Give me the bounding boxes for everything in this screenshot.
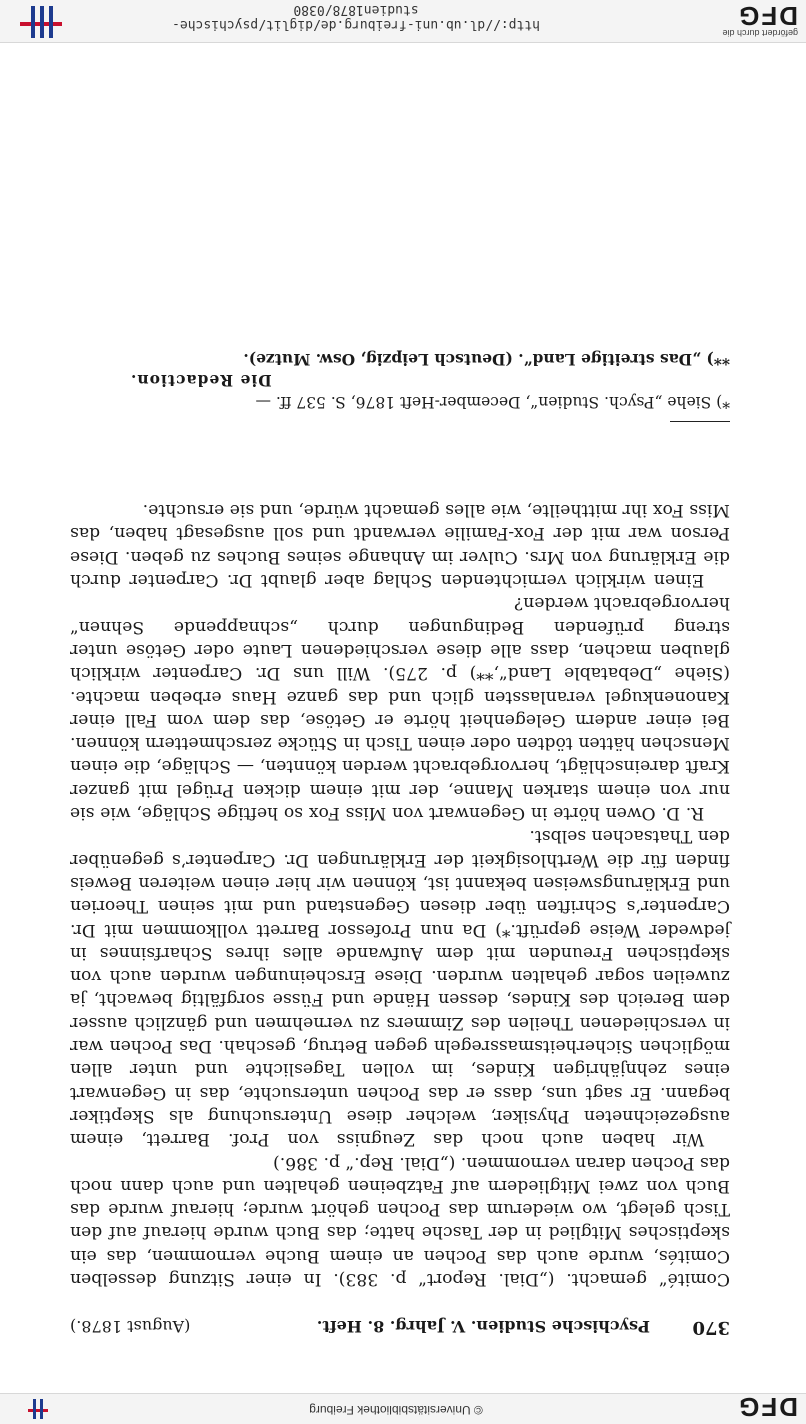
page-number: 370 bbox=[692, 1317, 730, 1338]
ub-bottom-logo-icon bbox=[26, 1398, 50, 1420]
body-text bbox=[70, 498, 730, 1290]
footnote: *) Siehe „Psych. Studien“, December-Heft 1876, S. 537 ff. — bbox=[255, 393, 730, 411]
ub-freiburg-logo-icon[interactable] bbox=[16, 4, 66, 40]
scanned-page bbox=[70, 170, 730, 1340]
running-title: Psychische Studien. V. Jahrg. 8. Heft. bbox=[316, 1317, 650, 1336]
paragraph: Einen wirklich vernichtenden Schlag aber glaubt Dr. Carpenter durch die Erklärung von Mrs. Culver im Anhange seines Buches zu geben. Diese Person war mit der Fox-Familie verwandt und soll ausgesagt haben, das Miss Fox ihr mittheilte, wie alles gemacht würde, und sie ersuchte. bbox=[70, 500, 730, 591]
footnote-divider bbox=[670, 421, 730, 422]
paragraph: R. D. Owen hörte in Gegenwart von Miss Fox so heftige Schläge, wie sie nur von einem starken Manne, der mit einem dicken Prügel mit ganzer Kraft dareinschlägt, hervorgebracht werden könnten, — Schläge, die einen Menschen hätten tödten oder einen Tisch in Stücke zerschmettern können. Bei einer andern Gelegenheit hörte er Getöse, das dem vom Fall einer Kanonenkugel veranlassten glich und das ganze Haus erbeben machte. (Siehe „Debatable Land“,**) p. 275). Will uns Dr. Carpenter wirklich glauben machen, dass alle diese verschiedenen Laute oder Getöse unter streng prüfenden Bedingungen durch „schnappende Sehnen“ hervorgebracht werden? bbox=[70, 593, 730, 824]
viewer-top-bar-content bbox=[0, 0, 806, 42]
footnote: **) „Das streitige Land“. (Deutsch Leipzig, Osw. Mutze). bbox=[243, 350, 730, 369]
page-url[interactable]: http://dl.ub.uni-freiburg.de/diglit/psychische-studien1878/0380 bbox=[172, 2, 540, 32]
paragraph: Comité“ gemacht. („Dial. Report“ p. 383). In einer Sitzung desselben Comités, wurde auch das Pochen an einem Buche vernommen, das ein skeptisches Mitglied in der Tasche hatte; das Buch wurde hierauf auf den Tisch gelegt, wo wiederum das Pochen gehört wurde; hierauf wurde das Buch von zwei Mitgliedern auf Fatzbeinen gehalten und auch dann noch das Pochen daran vernommen. („Dial. Rep.“ p. 386.) bbox=[70, 1152, 730, 1289]
copyright-text: © Universitätsbibliothek Freiburg bbox=[309, 1403, 483, 1417]
footnotes bbox=[70, 349, 730, 412]
dfg-bottom-logo: DFG bbox=[737, 1392, 798, 1422]
viewer-bottom-bar-content bbox=[0, 1394, 806, 1424]
dfg-logo[interactable] bbox=[698, 1, 798, 38]
footnote-signature: Die Redaction. bbox=[130, 371, 272, 390]
dfg-sponsor-text: gefördert durch die bbox=[722, 28, 798, 38]
page-header bbox=[70, 1310, 730, 1340]
dfg-logo-text: DFG bbox=[737, 1, 798, 31]
issue-date: (August 1878.) bbox=[70, 1317, 191, 1336]
viewer-top-bar bbox=[0, 0, 806, 43]
scanned-page-content bbox=[70, 170, 730, 1340]
viewer-bottom-bar bbox=[0, 1393, 806, 1424]
paragraph: Wir haben auch noch das Zeugniss von Prof. Barrett, einem ausgezeichneten Physiker, welcher diese Untersuchung als Skeptiker begann. Er sagt uns, dass er das Pochen untersuchte, das in Gegenwart eines zehnjährigen Kindes, im vollen Tageslichte und unter allen möglichen Sicherheitsmassregeln gegen Betrug, geschah. Das Pochen war in verschiedenen Theilen des Zimmers zu vernehmen und gänzlich ausser dem Bereich des Kindes, dessen Hände und Füsse sorgfältig bewacht, ja zuweilen sogar gehalten wurden. Diese Erscheinungen wurden auch von skeptischen Freunden mit dem Aufwande alles ihres Scharfsinnes in jedweder Weise geprüft.*) Da nun Professor Barrett vollkommen mit Dr. Carpenter’s Schriften über diesen Gegenstand und mit seinen Theorien und Erklärungsweisen bekannt ist, können wir hier einen weiteren Beweis finden für die Werthlosigkeit der Erklärungen Dr. Carpenter’s gegenüber den Thatsachen selbst. bbox=[70, 826, 730, 1150]
